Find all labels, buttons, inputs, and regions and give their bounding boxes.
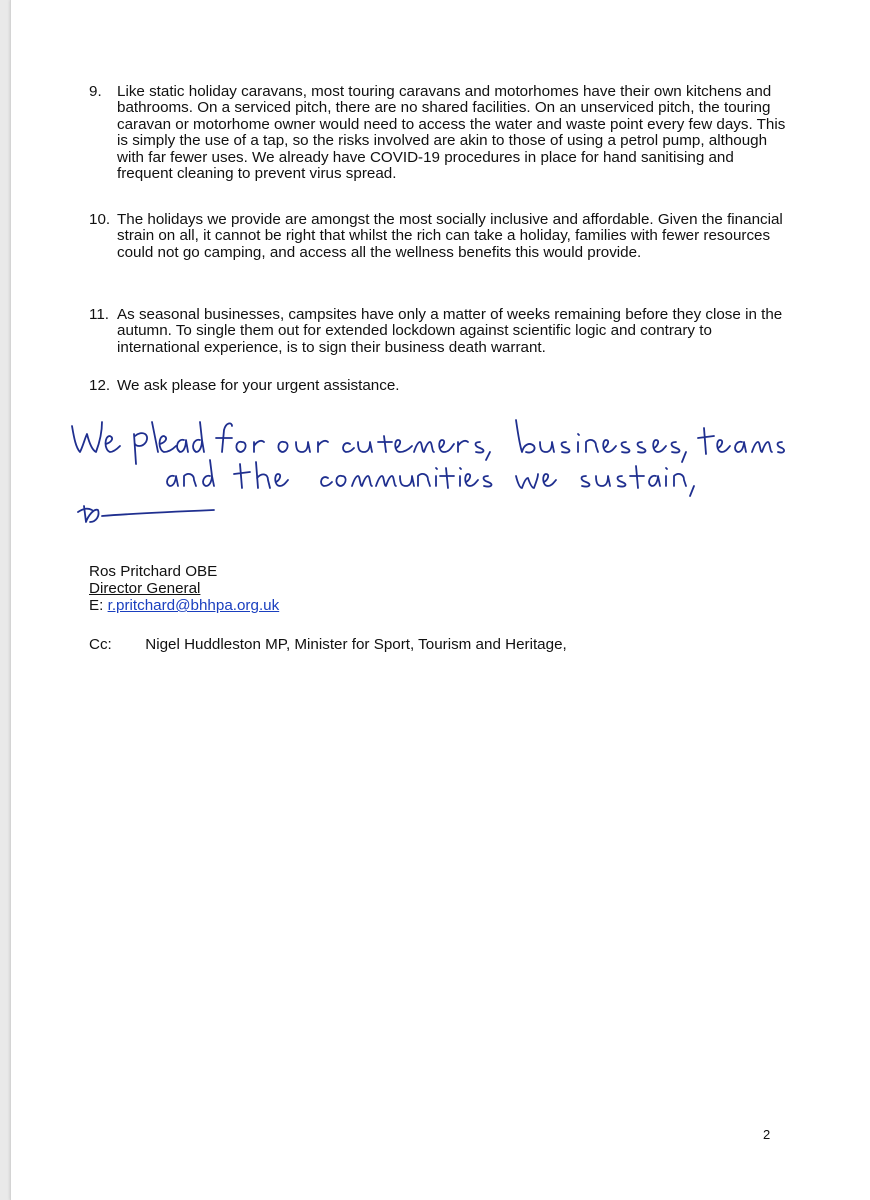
paragraph-number: 12. — [89, 377, 111, 394]
paragraph-number: 10. — [89, 211, 111, 228]
paragraph-11 — [89, 307, 789, 356]
paragraph-9 — [89, 84, 789, 182]
cc-recipient: Nigel Huddleston MP, Minister for Sport, Tourism and Heritage, — [145, 636, 567, 653]
signatory-email-line — [89, 597, 279, 614]
paragraph-number: 9. — [89, 83, 102, 100]
signature-block — [89, 563, 279, 614]
paragraph-12 — [89, 378, 789, 394]
page-number: 2 — [763, 1127, 771, 1142]
cc-label: Cc: — [89, 636, 112, 653]
paragraph-text: Like static holiday caravans, most touring caravans and motorhomes have their own kitchens and bathrooms. On a serviced pitch, there are no shared facilities. On an unserviced pitch, the touring caravan or motorhome owner would need to access the water and waste point every few days. This is simply the use of a tap, so the risks involved are akin to those of using a petrol pump, although with far fewer uses. We already have COVID-19 procedures in place for hand sanitising and frequent cleaning to prevent virus spread. — [117, 83, 786, 183]
paragraph-text: The holidays we provide are amongst the most socially inclusive and affordable. Given the financial strain on all, it cannot be right that whilst the rich can take a holiday, families with fewer resources could not go camping, and access all the wellness benefits this would provide. — [117, 211, 783, 261]
paragraph-text: We ask please for your urgent assistance. — [117, 377, 400, 394]
paragraph-10 — [89, 212, 789, 261]
handwritten-note — [66, 408, 786, 528]
document-page — [10, 0, 870, 1200]
signatory-name: Ros Pritchard OBE — [89, 563, 218, 580]
paragraph-number: 11. — [89, 306, 109, 323]
signatory-title: Director General — [89, 580, 201, 597]
cc-line — [89, 636, 567, 653]
paragraph-text: As seasonal businesses, campsites have only a matter of weeks remaining before they close in the autumn. To single them out for extended lockdown against scientific logic and contrary to international experience, is to sign their business death warrant. — [117, 306, 783, 356]
email-label: E: — [89, 597, 104, 614]
email-link[interactable]: r.pritchard@bhhpa.org.uk — [107, 597, 280, 614]
